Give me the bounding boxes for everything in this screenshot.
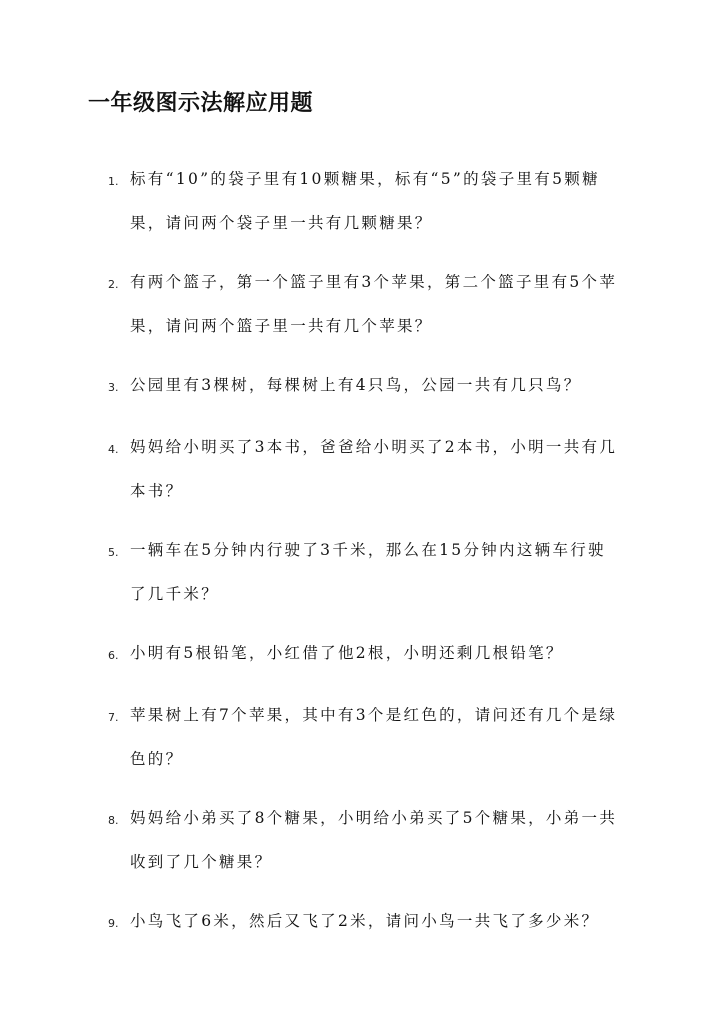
question-item: [0, 260, 720, 348]
question-number: 5.: [108, 546, 119, 559]
question-list: [0, 157, 720, 946]
question-number: 6.: [108, 649, 119, 662]
question-item: [0, 157, 720, 245]
question-item: [0, 528, 720, 616]
question-text: 标有“10”的袋子里有10颗糖果，标有“5”的袋子里有5颗糖果，请问两个袋子里一共有几颗糖果？: [130, 170, 600, 232]
question-item: [0, 796, 720, 884]
question-number: 3.: [108, 381, 119, 394]
question-item: [0, 693, 720, 781]
question-text: 有两个篮子，第一个篮子里有3个苹果，第二个篮子里有5个苹果，请问两个篮子里一共有几个苹果？: [130, 273, 618, 335]
question-number: 9.: [108, 917, 119, 930]
question-item: [0, 899, 720, 946]
question-number: 4.: [108, 443, 119, 456]
document-title: 一年级图示法解应用题: [88, 90, 314, 116]
question-text: 妈妈给小弟买了8个糖果，小明给小弟买了5个糖果，小弟一共收到了几个糖果？: [130, 809, 618, 871]
question-text: 公园里有3棵树，每棵树上有4只鸟，公园一共有几只鸟？: [130, 376, 582, 394]
question-number: 7.: [108, 711, 119, 724]
question-item: [0, 631, 720, 678]
question-number: 8.: [108, 814, 119, 827]
question-text: 一辆车在5分钟内行驶了3千米，那么在15分钟内这辆车行驶了几千米？: [130, 541, 606, 603]
question-item: [0, 425, 720, 513]
question-text: 妈妈给小明买了3本书，爸爸给小明买了2本书，小明一共有几本书？: [130, 438, 618, 500]
question-number: 2.: [108, 278, 119, 291]
question-text: 小明有5根铅笔，小红借了他2根，小明还剩几根铅笔？: [130, 644, 564, 662]
question-text: 苹果树上有7个苹果，其中有3个是红色的，请问还有几个是绿色的？: [130, 706, 618, 768]
question-item: [0, 363, 720, 410]
question-text: 小鸟飞了6米，然后又飞了2米，请问小鸟一共飞了多少米？: [130, 912, 600, 930]
question-number: 1.: [108, 175, 119, 188]
